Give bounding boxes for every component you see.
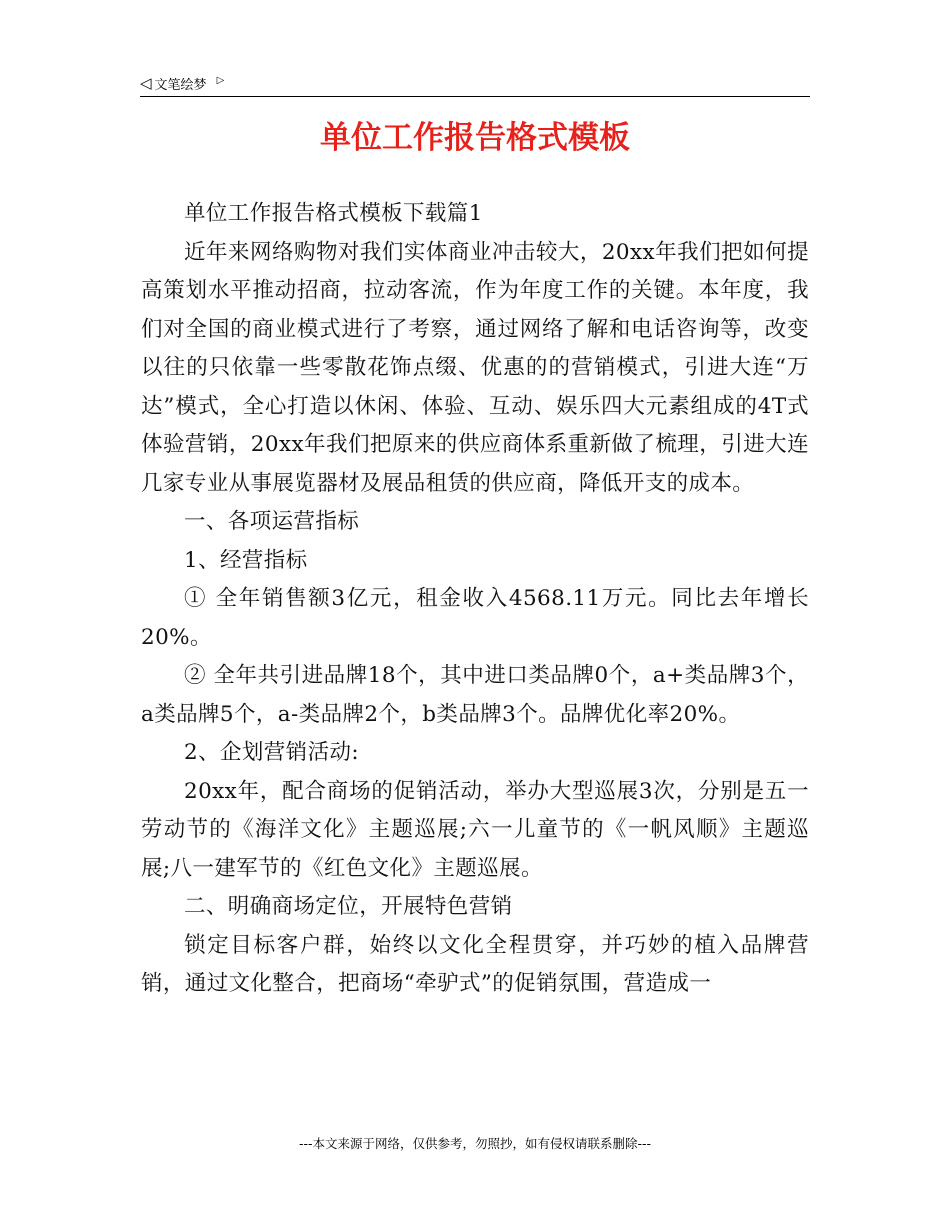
triangle-left-icon: ◁	[140, 74, 152, 92]
document-title: 单位工作报告格式模板	[320, 120, 630, 156]
document-body	[141, 195, 809, 1004]
section-heading: 二、明确商场定位，开展特色营销	[184, 894, 513, 919]
subsection-heading: 2、企划营销活动:	[184, 740, 360, 765]
triangle-right-icon: ▷	[216, 74, 225, 86]
page-header	[140, 70, 810, 97]
paragraph: 锁定目标客户群，始终以文化全程贯穿，并巧妙的植入品牌营销，通过文化整合，把商场“牵驴式”的促销氛围，营造成一	[141, 932, 809, 996]
section-heading: 一、各项运营指标	[184, 509, 360, 534]
paragraph: 单位工作报告格式模板下载篇1	[184, 201, 483, 226]
paragraph: ① 全年销售额3亿元，租金收入4568.11万元。同比去年增长20%。	[141, 586, 809, 650]
header-brand: 文笔绘梦	[154, 77, 207, 93]
page-footer: ---本文来源于网络，仅供参考，勿照抄，如有侵权请联系删除---	[298, 1136, 652, 1151]
subsection-heading: 1、经营指标	[184, 547, 308, 573]
paragraph: 近年来网络购物对我们实体商业冲击较大，20xx年我们把如何提高策划水平推动招商，拉动客流，作为年度工作的关键。本年度，我们对全国的商业模式进行了考察，通过网络了解和电话咨询等，改变以往的只依靠一些零散花饰点缀、优惠的的营销模式，引进大连“万达”模式，全心打造以休闲、体验、互动、娱乐四大元素组成的4T式体验营销，20xx年我们把原来的供应商体系重新做了梳理，引进大连几家专业从事展览器材及展品租赁的供应商，降低开支的成本。	[141, 239, 809, 496]
paragraph: 20xx年，配合商场的促销活动，举办大型巡展3次，分别是五一劳动节的《海洋文化》主题巡展;六一儿童节的《一帆风顺》主题巡展;八一建军节的《红色文化》主题巡展。	[141, 778, 809, 881]
paragraph: ② 全年共引进品牌18个，其中进口类品牌0个，a+类品牌3个，a类品牌5个，a-类品牌2个，b类品牌3个。品牌优化率20%。	[141, 663, 809, 727]
